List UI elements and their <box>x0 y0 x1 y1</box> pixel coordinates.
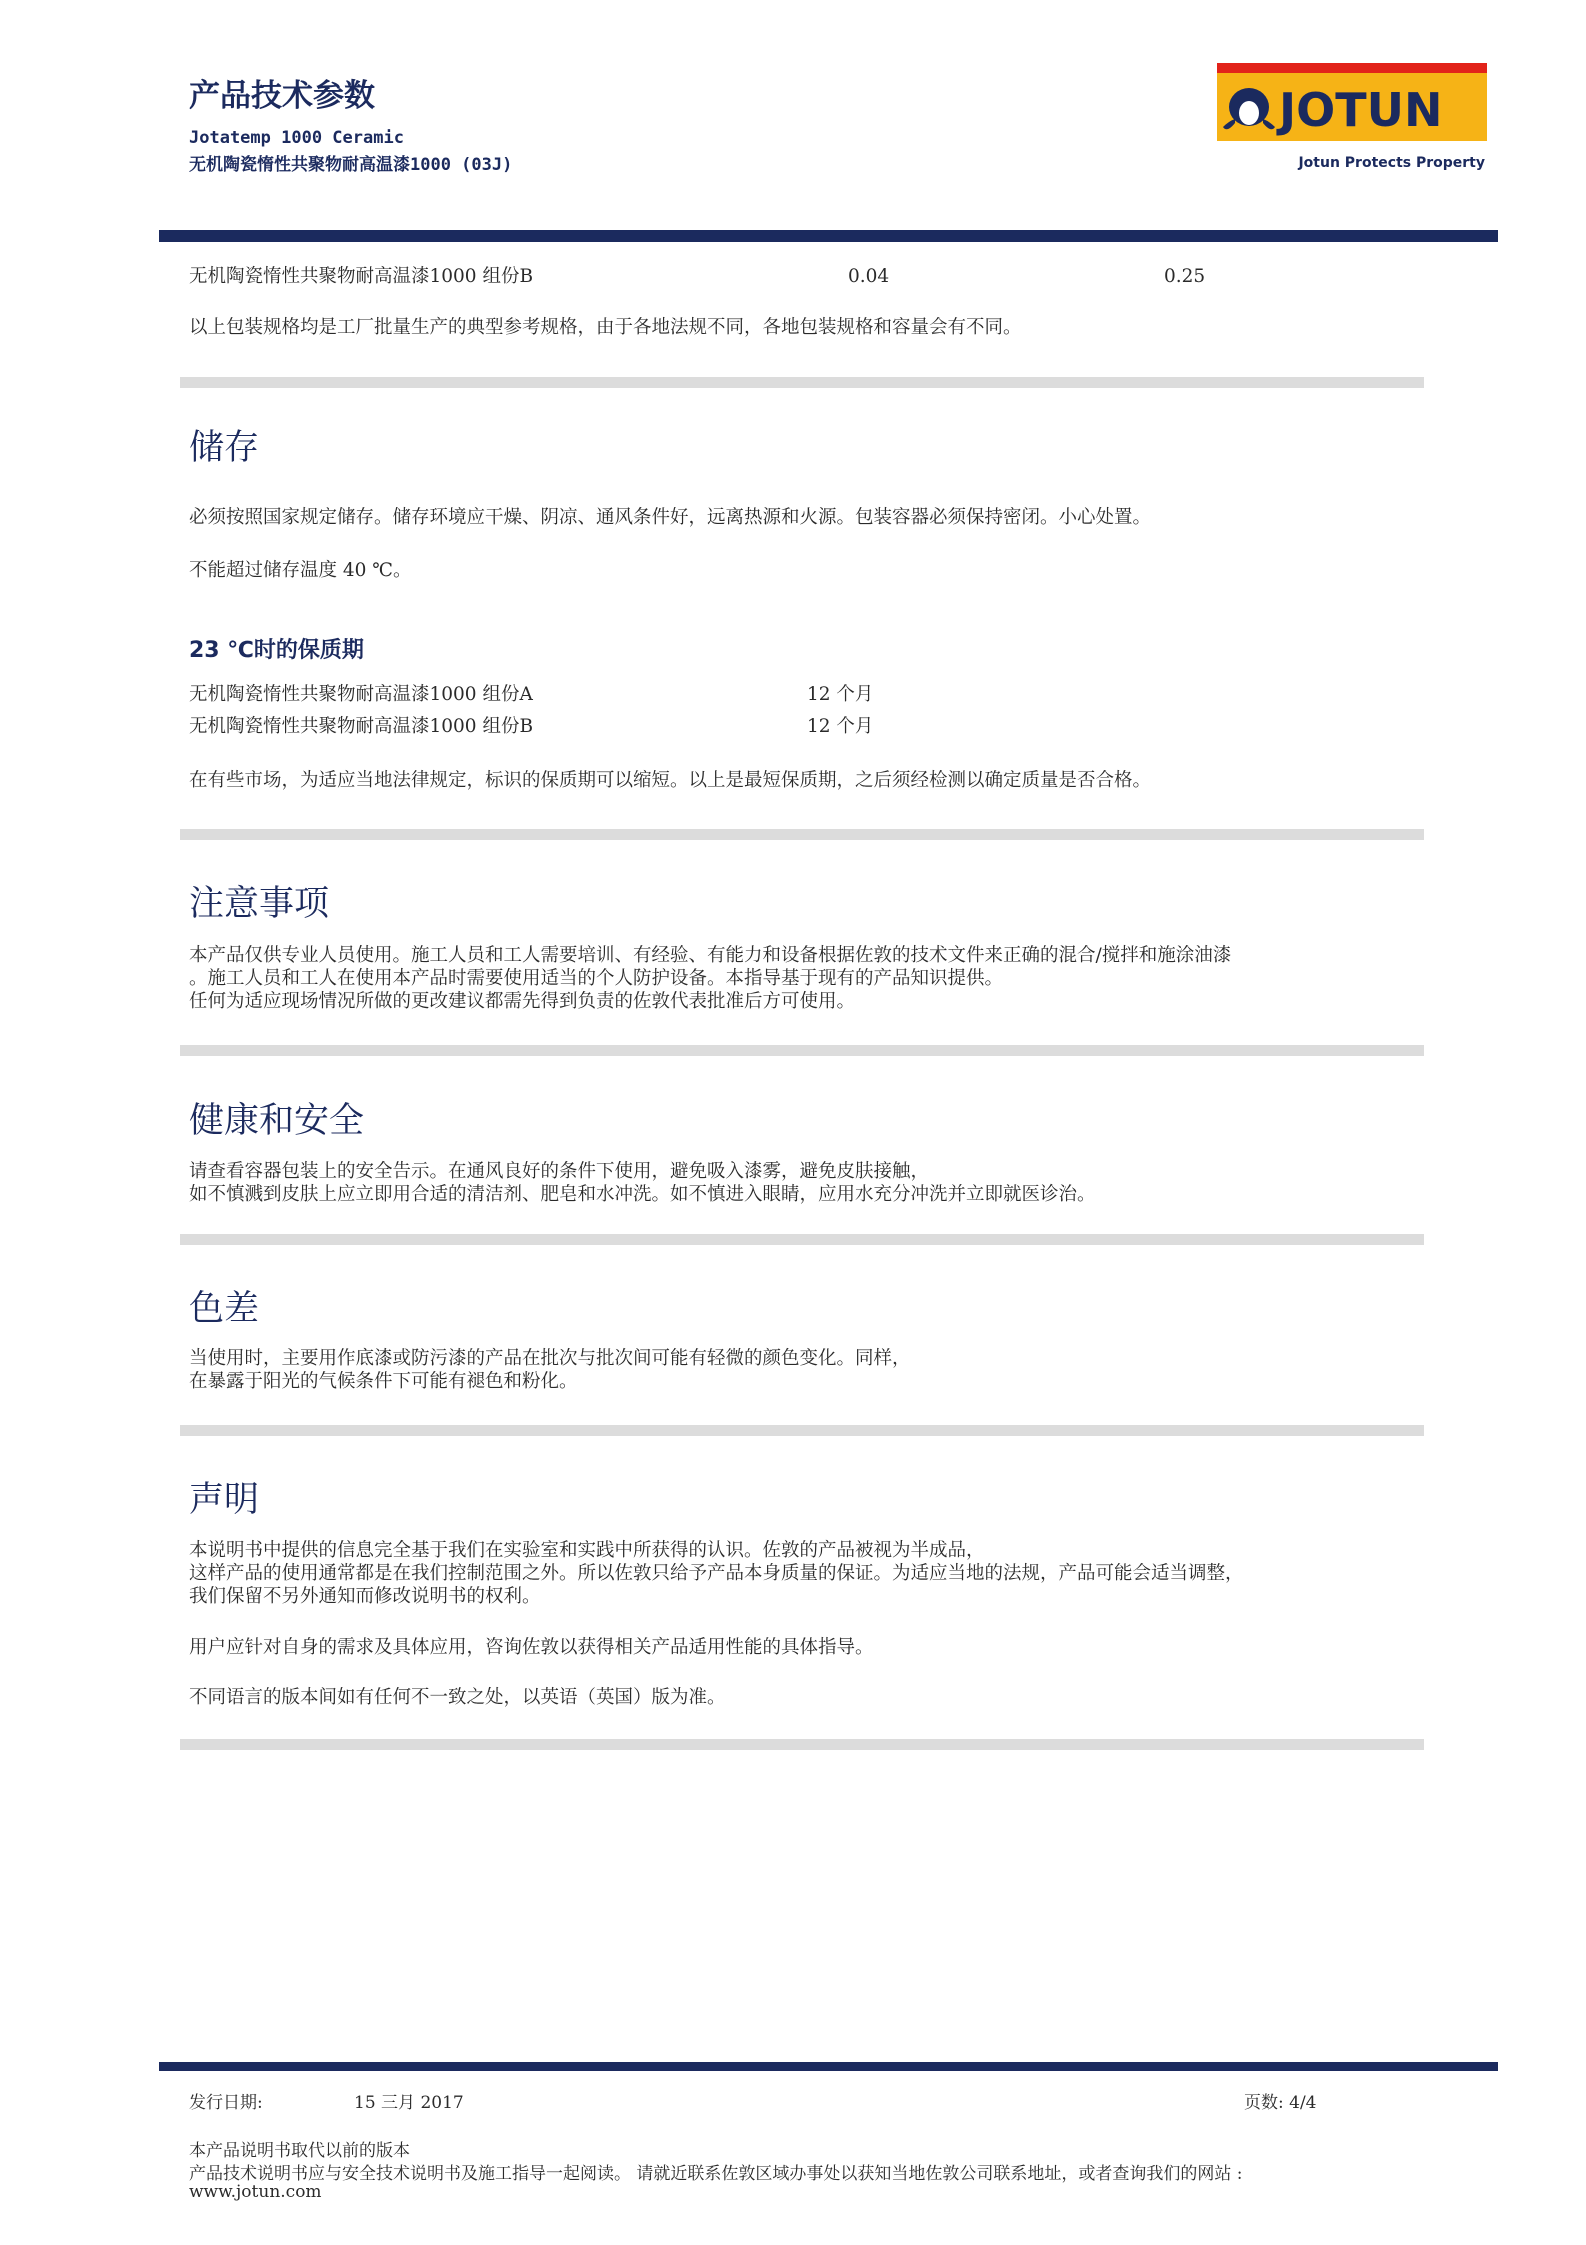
product-name-en: Jotatemp 1000 Ceramic <box>189 128 404 148</box>
shelf-life-row-b-name: 无机陶瓷惰性共聚物耐高温漆1000 组份B <box>189 716 534 737</box>
footer-line-1: 本产品说明书取代以前的版本 <box>189 2141 410 2161</box>
disclaimer-paragraph-2: 用户应针对自身的需求及具体应用，咨询佐敦以获得相关产品适用性能的具体指导。 <box>189 1637 874 1658</box>
packaging-note: 以上包装规格均是工厂批量生产的典型参考规格，由于各地法规不同，各地包装规格和容量会有不同。 <box>189 317 1022 338</box>
product-name-cn: 无机陶瓷惰性共聚物耐高温漆1000 (03J) <box>189 155 513 175</box>
jotun-logo <box>1217 63 1487 175</box>
shelf-life-note: 在有些市场，为适应当地法律规定，标识的保质期可以缩短。以上是最短保质期，之后须经检测以确定质量是否合格。 <box>189 770 1152 791</box>
logo-tagline: Jotun Protects Property <box>1298 155 1485 171</box>
page-number: 页数: 4/4 <box>1244 2093 1317 2113</box>
section-separator <box>180 377 1424 388</box>
storage-paragraph-1: 必须按照国家规定储存。储存环境应干燥、阴凉、通风条件好，远离热源和火源。包装容器必须保持密闭。小心处置。 <box>189 507 1152 528</box>
jotun-logo-graphic <box>1217 63 1487 175</box>
disclaimer-paragraph-3: 不同语言的版本间如有任何不一致之处，以英语（英国）版为准。 <box>189 1687 726 1708</box>
caution-line-1: 本产品仅供专业人员使用。施工人员和工人需要培训、有经验、有能力和设备根据佐敦的技术文件来正确的混合/搅拌和施涂油漆 <box>189 945 1232 966</box>
logo-wordmark: JOTUN <box>1279 83 1443 137</box>
shelf-life-row-b-value: 12 个月 <box>807 716 874 737</box>
health-safety-line-2: 如不慎溅到皮肤上应立即用合适的清洁剂、肥皂和水冲洗。如不慎进入眼睛，应用水充分冲洗并立即就医诊治。 <box>189 1184 1096 1205</box>
caution-line-3: 任何为适应现场情况所做的更改建议都需先得到负责的佐敦代表批准后方可使用。 <box>189 991 856 1012</box>
shelf-life-row-a-name: 无机陶瓷惰性共聚物耐高温漆1000 组份A <box>189 684 533 705</box>
section-separator <box>180 1045 1424 1056</box>
issue-date: 15 三月 2017 <box>354 2093 464 2113</box>
caution-heading: 注意事项 <box>189 884 330 924</box>
shelf-life-heading: 23 ℃时的保质期 <box>189 638 364 663</box>
disclaimer-line-3: 我们保留不另外通知而修改说明书的权利。 <box>189 1586 541 1607</box>
section-separator <box>180 829 1424 840</box>
section-separator <box>180 1234 1424 1245</box>
color-difference-heading: 色差 <box>189 1289 260 1329</box>
packaging-row-value-1: 0.04 <box>848 266 890 287</box>
disclaimer-line-2: 这样产品的使用通常都是在我们控制范围之外。所以佐敦只给予产品本身质量的保证。为适应当地的法规，产品可能会适当调整， <box>189 1563 1244 1584</box>
packaging-row-name: 无机陶瓷惰性共聚物耐高温漆1000 组份B <box>189 266 534 287</box>
shelf-life-row-a-value: 12 个月 <box>807 684 874 705</box>
footer-divider <box>159 2062 1498 2071</box>
page-title: 产品技术参数 <box>189 78 375 114</box>
packaging-row-value-2: 0.25 <box>1164 266 1206 287</box>
issue-date-label: 发行日期: <box>189 2093 263 2113</box>
section-separator <box>180 1425 1424 1436</box>
color-difference-line-1: 当使用时，主要用作底漆或防污漆的产品在批次与批次间可能有轻微的颜色变化。同样， <box>189 1348 911 1369</box>
section-separator <box>180 1739 1424 1750</box>
header-divider <box>159 230 1498 242</box>
website-link[interactable]: www.jotun.com <box>189 2182 322 2202</box>
disclaimer-line-1: 本说明书中提供的信息完全基于我们在实验室和实践中所获得的认识。佐敦的产品被视为半成品， <box>189 1540 985 1561</box>
disclaimer-heading: 声明 <box>189 1480 260 1520</box>
storage-paragraph-2: 不能超过储存温度 40 ℃。 <box>189 560 412 581</box>
caution-line-2: 。施工人员和工人在使用本产品时需要使用适当的个人防护设备。本指导基于现有的产品知识提供。 <box>189 968 1004 989</box>
health-safety-heading: 健康和安全 <box>189 1101 365 1141</box>
color-difference-line-2: 在暴露于阳光的气候条件下可能有褪色和粉化。 <box>189 1371 578 1392</box>
storage-heading: 储存 <box>189 428 260 468</box>
health-safety-line-1: 请查看容器包装上的安全告示。在通风良好的条件下使用，避免吸入漆雾，避免皮肤接触， <box>189 1161 930 1182</box>
footer-line-2: 产品技术说明书应与安全技术说明书及施工指导一起阅读。 请就近联系佐敦区域办事处以获知当地佐敦公司联系地址，或者查询我们的网站 : <box>189 2164 1243 2184</box>
